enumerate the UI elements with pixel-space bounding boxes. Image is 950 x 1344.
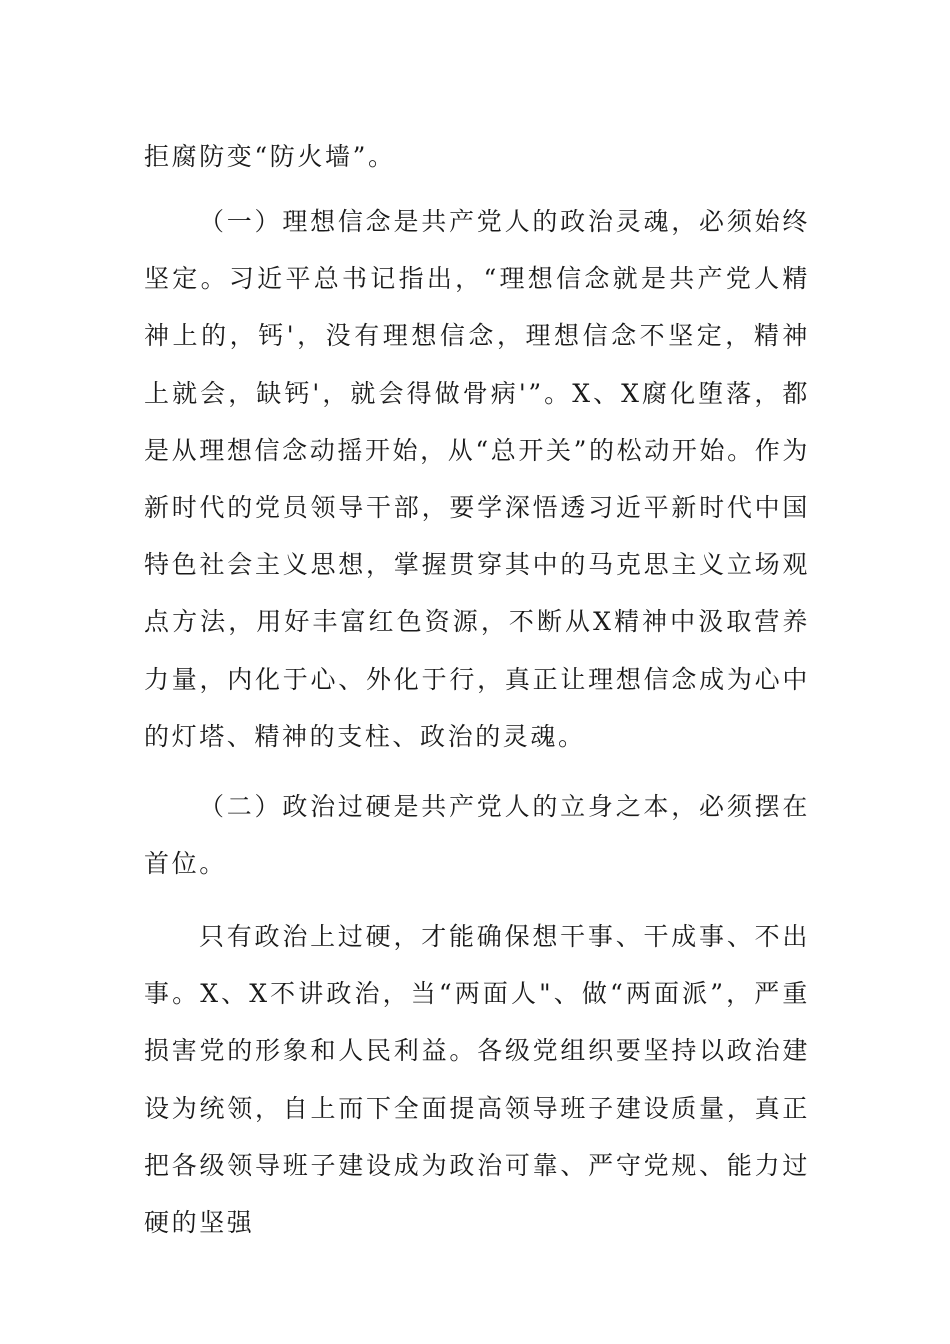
- paragraph-section-one: （一）理想信念是共产党人的政治灵魂，必须始终坚定。习近平总书记指出，“理想信念就是共产党人精神上的，钙'，没有理想信念，理想信念不坚定，精神上就会，缺钙'，就会得做骨病'”。X、X腐化堕落，都是从理想信念动摇开始，从“总开关”的松动开始。作为新时代的党员领导干部，要学深悟透习近平新时代中国特色社会主义思想，掌握贯穿其中的马克思主义立场观点方法，用好丰富红色资源，不断从X精神中汲取营养力量，内化于心、外化于行，真正让理想信念成为心中的灯塔、精神的支柱、政治的灵魂。: [144, 207, 810, 751]
- paragraph-section-two-body: 只有政治上过硬，才能确保想干事、干成事、不出事。X、X不讲政治，当“两面人"、做“两面派”，严重损害党的形象和人民利益。各级党组织要坚持以政治建设为统领，自上而下全面提高领导班子建设质量，真正把各级领导班子建设成为政治可靠、严守党规、能力过硬的坚强: [144, 922, 810, 1238]
- paragraph-section-two-heading: （二）政治过硬是共产党人的立身之本，必须摆在首位。: [144, 792, 810, 879]
- paragraph-continuation: 拒腐防变“防火墙”。: [144, 142, 396, 171]
